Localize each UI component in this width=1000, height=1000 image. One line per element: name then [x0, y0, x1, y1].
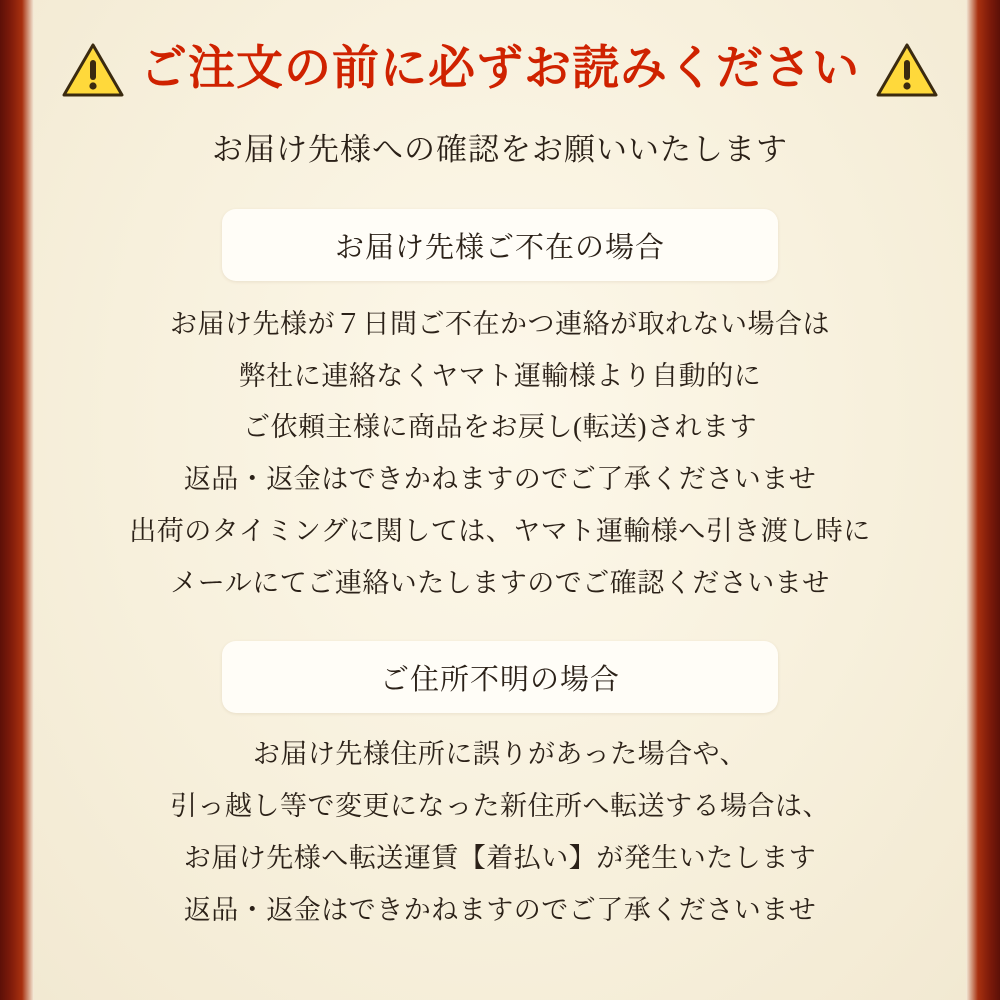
body-line: お届け先様へ転送運賃【着払い】が発生いたします	[183, 842, 817, 873]
section-heading-label: ご住所不明の場合	[379, 663, 620, 696]
section-heading-unknown-address	[222, 641, 778, 713]
body-line: 引っ越し等で変更になった新住所へ転送する場合は、	[170, 791, 830, 822]
body-line: 弊社に連絡なくヤマト運輸様より自動的に	[238, 360, 762, 391]
page-title-row	[34, 42, 966, 98]
body-line: 返品・返金はできかねますのでご了承くださいませ	[183, 464, 817, 495]
page-subtitle: お届け先様への確認をお願いいたします	[212, 132, 788, 167]
section-heading-label: お届け先様ご不在の場合	[334, 231, 665, 264]
warning-triangle-icon	[876, 42, 938, 98]
body-line: ご依頼主様に商品をお戻し(転送)されます	[243, 412, 757, 443]
body-line: メールにてご連絡いたしますのでご確認くださいませ	[170, 567, 830, 598]
body-line: 出荷のタイミングに関しては、ヤマト運輸様へ引き渡し時に	[129, 515, 871, 546]
section-body-absence	[34, 303, 966, 605]
body-line: お届け先様が７日間ご不在かつ連絡が取れない場合は	[170, 309, 830, 339]
body-line: 返品・返金はできかねますのでご了承くださいませ	[183, 894, 817, 925]
section-body-unknown-address	[34, 733, 966, 932]
warning-triangle-icon	[62, 42, 124, 98]
notice-content	[34, 0, 966, 1000]
section-heading-absence	[222, 209, 778, 281]
page-title: ご注文の前に必ずお読みください	[140, 43, 860, 96]
body-line: お届け先様住所に誤りがあった場合や、	[252, 739, 748, 770]
